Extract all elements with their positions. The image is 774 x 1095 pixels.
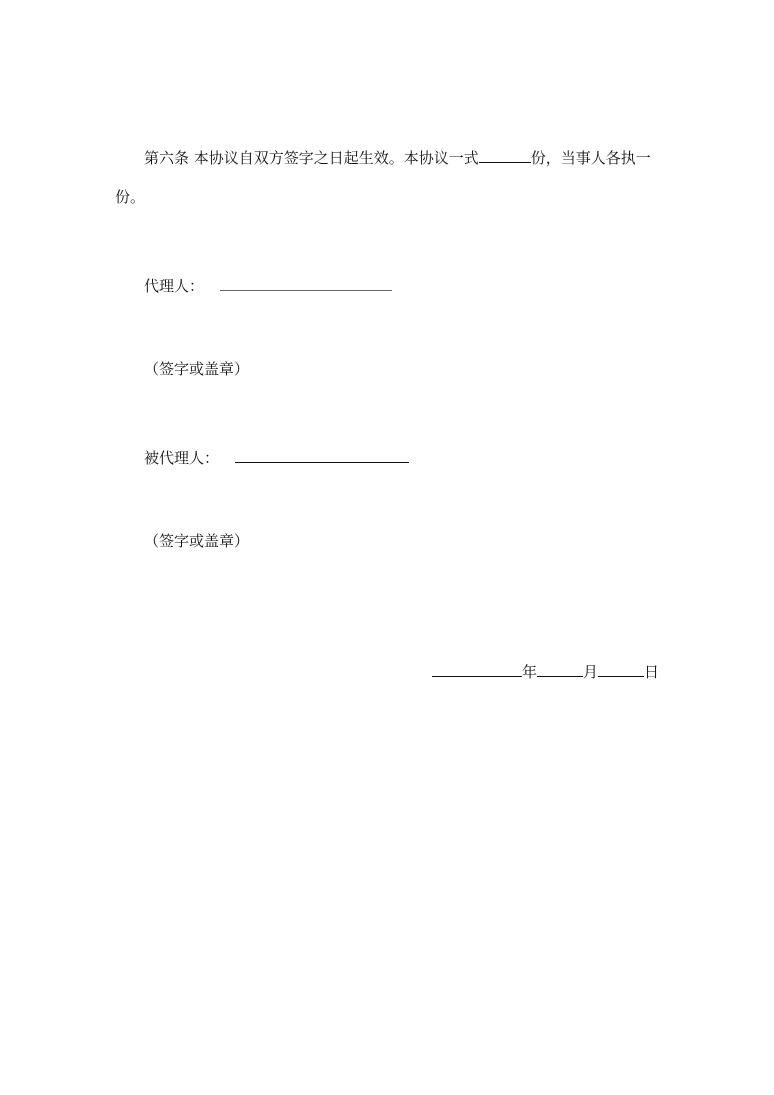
year-blank[interactable]	[432, 660, 522, 677]
principal-signature-line	[144, 446, 409, 469]
principal-signature-blank[interactable]	[235, 446, 409, 463]
year-label: 年	[522, 663, 538, 681]
agent-sign-note-text: （签字或盖章）	[144, 360, 250, 378]
principal-sign-note	[144, 530, 249, 552]
agent-label: 代理人：	[144, 277, 205, 295]
principal-label: 被代理人：	[144, 449, 220, 467]
article-six-line-2	[115, 186, 145, 208]
date-line	[432, 660, 659, 683]
day-label: 日	[644, 663, 660, 681]
agent-signature-line	[144, 274, 392, 297]
agent-sign-note	[144, 358, 249, 380]
principal-sign-note-text: （签字或盖章）	[144, 532, 250, 550]
month-label: 月	[583, 663, 599, 681]
day-blank[interactable]	[598, 660, 644, 677]
agent-signature-blank[interactable]	[220, 274, 392, 291]
article-six-line-1	[144, 146, 651, 169]
article-six-text-continued: 份。	[115, 188, 146, 206]
month-blank[interactable]	[537, 660, 583, 677]
article-six-text-end: 份，当事人各执一	[530, 149, 651, 167]
article-six-text-start: 第六条 本协议自双方签字之日起生效。本协议一式	[144, 149, 479, 167]
copies-count-blank[interactable]	[479, 146, 531, 163]
